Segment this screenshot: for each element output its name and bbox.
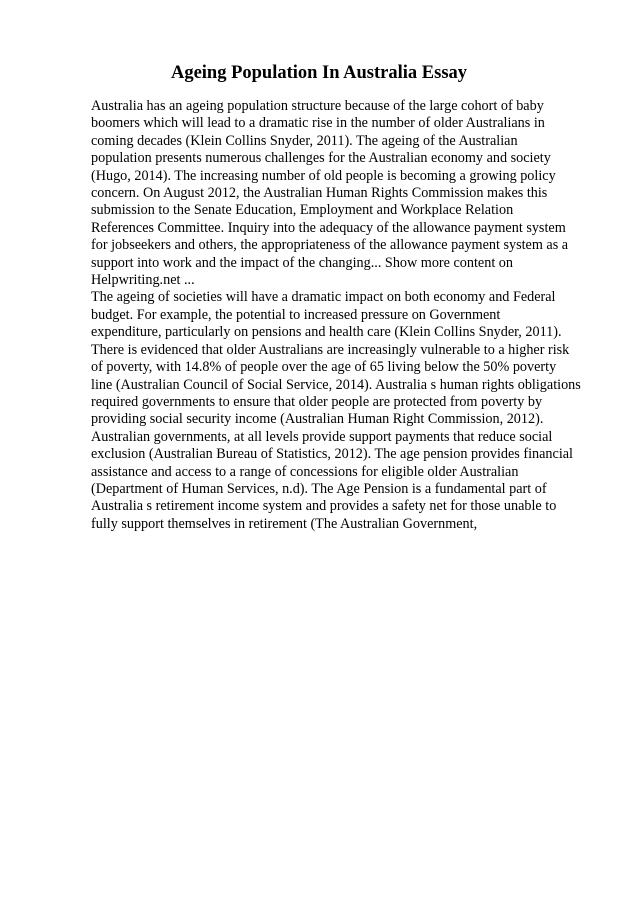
body-line: concern. On August 2012, the Australian Human Rights Commission makes this [91, 185, 548, 202]
body-line: boomers which will lead to a dramatic rise in the number of older Australians in [91, 115, 545, 132]
body-line: (Hugo, 2014). The increasing number of old people is becoming a growing policy [91, 167, 556, 184]
body-line: providing social security income (Australian Human Right Commission, 2012). [91, 411, 544, 428]
body-line: of poverty, with 14.8% of people over the age of 65 living below the 50% poverty [91, 359, 557, 376]
body-line: (Department of Human Services, n.d). The Age Pension is a fundamental part of [91, 480, 547, 497]
body-line: support into work and the impact of the changing... Show more content on [91, 254, 513, 271]
body-line: population presents numerous challenges for the Australian economy and society [91, 150, 551, 167]
body-line: required governments to ensure that older people are protected from poverty by [91, 393, 543, 410]
body-line: submission to the Senate Education, Employment and Workplace Relation [91, 202, 514, 219]
body-line: There is evidenced that older Australians are increasingly vulnerable to a higher risk [91, 341, 570, 358]
body-line: assistance and access to a range of concessions for eligible older Australian [91, 463, 519, 480]
body-line: expenditure, particularly on pensions and health care (Klein Collins Snyder, 2011). [91, 324, 562, 341]
body-line: Australian governments, at all levels provide support payments that reduce social [91, 428, 553, 445]
body-line: budget. For example, the potential to increased pressure on Government [91, 306, 501, 323]
body-line: The ageing of societies will have a dramatic impact on both economy and Federal [91, 289, 556, 306]
body-line: coming decades (Klein Collins Snyder, 2011). The ageing of the Australian [91, 132, 518, 149]
body-line: Australia has an ageing population structure because of the large cohort of baby [91, 98, 544, 114]
body-line: Australia s retirement income system and provides a safety net for those unable to [91, 498, 557, 515]
body-line: exclusion (Australian Bureau of Statistics, 2012). The age pension provides financial [91, 446, 573, 463]
document-title: Ageing Population In Australia Essay [170, 63, 468, 83]
body-line: line (Australian Council of Social Service, 2014). Australia s human rights obligations [91, 376, 581, 393]
body-line: fully support themselves in retirement (The Australian Government, [91, 515, 478, 532]
document-body [91, 98, 611, 533]
body-line: for jobseekers and others, the appropriateness of the allowance payment system as a [91, 237, 569, 254]
body-line: Helpwriting.net ... [91, 272, 195, 289]
body-line: References Committee. Inquiry into the adequacy of the allowance payment system [91, 219, 566, 236]
